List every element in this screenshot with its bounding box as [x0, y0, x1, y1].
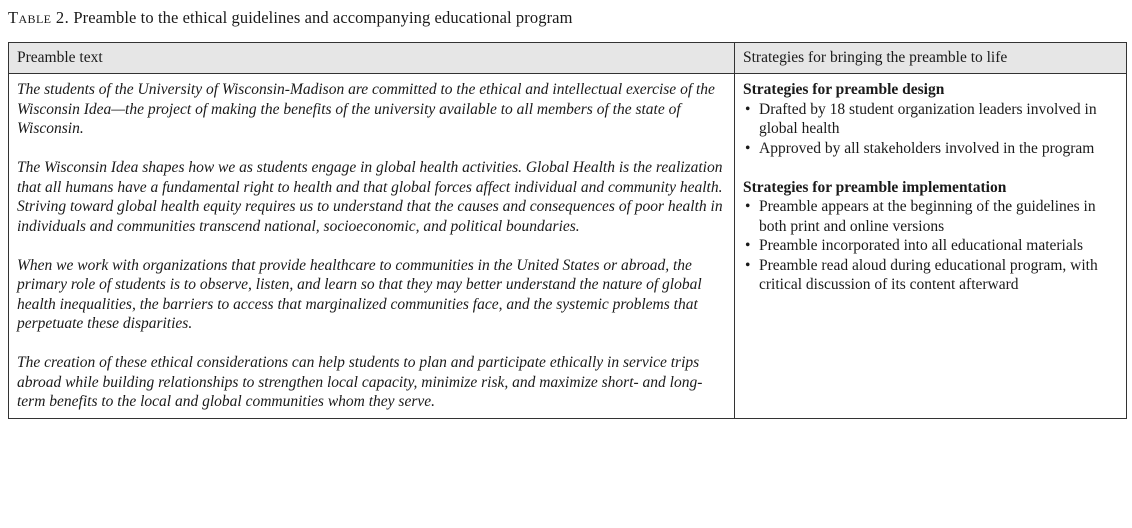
- list-item: [743, 256, 1118, 295]
- implementation-strategies-heading: Strategies for preamble implementation: [743, 178, 1007, 196]
- list-item-text: Preamble appears at the beginning of the guidelines in both print and online versions: [759, 198, 1096, 235]
- bullet-icon: •: [745, 237, 751, 254]
- list-item-text: Drafted by 18 student organization leaders involved in global health: [759, 100, 1097, 137]
- design-strategies: [743, 80, 1118, 158]
- design-strategies-heading: Strategies for preamble design: [743, 81, 945, 98]
- list-item: [743, 236, 1118, 256]
- bullet-icon: •: [745, 139, 751, 157]
- bullet-icon: •: [745, 100, 751, 118]
- bullet-icon: •: [745, 256, 751, 274]
- list-item: [743, 197, 1118, 236]
- bullet-icon: •: [745, 198, 751, 215]
- column-header-preamble-text: Preamble text: [9, 43, 735, 74]
- strategies-cell: [735, 74, 1127, 419]
- table-caption: [8, 8, 573, 28]
- list-item: [743, 139, 1118, 159]
- column-header-strategies: Strategies for bringing the preamble to life: [735, 43, 1127, 74]
- design-strategies-list: [743, 100, 1118, 159]
- implementation-strategies: [743, 178, 1118, 295]
- preamble-paragraph: The students of the University of Wisconsin-Madison are committed to the ethical and intellectual exercise of the Wisconsin Idea—the project of making the benefits of the university available to all members of the state of Wisconsin.: [17, 81, 715, 137]
- preamble-paragraph: When we work with organizations that provide healthcare to communities in the United States or abroad, the primary role of students is to observe, listen, and learn so that they may better understand the nature of global health inequalities, the barriers to access that marginalized communities face, and the systemic problems that perpetuate these disparities.: [17, 256, 702, 332]
- table-caption-text: Preamble to the ethical guidelines and accompanying educational program: [73, 8, 573, 27]
- table-caption-label: Table 2.: [8, 8, 70, 27]
- list-item-text: Approved by all stakeholders involved in the program: [759, 139, 1095, 157]
- list-item: [743, 100, 1118, 139]
- preamble-table: [8, 42, 1127, 419]
- table-row: [9, 74, 1127, 419]
- implementation-strategies-list: [743, 197, 1118, 295]
- list-item-text: Preamble read aloud during educational program, with critical discussion of its content afterward: [759, 256, 1098, 293]
- table-header-row: [9, 43, 1127, 74]
- preamble-paragraph: The Wisconsin Idea shapes how we as students engage in global health activities. Global Health is the realization that all humans have a fundamental right to health and that global forces affect individual and community health. Striving toward global health equity requires us to understand that the causes and consequences of poor health in individuals and communities transcend national, socioeconomic, and political boundaries.: [17, 159, 723, 235]
- preamble-text-cell: [9, 74, 735, 419]
- list-item-text: Preamble incorporated into all educational materials: [759, 237, 1084, 254]
- preamble-paragraph: The creation of these ethical considerations can help students to plan and participate ethically in service trips abroad while building relationships to strengthen local capacity, minimize risk, and maximize short- and long-term benefits to the local and global communities whom they serve.: [17, 354, 703, 410]
